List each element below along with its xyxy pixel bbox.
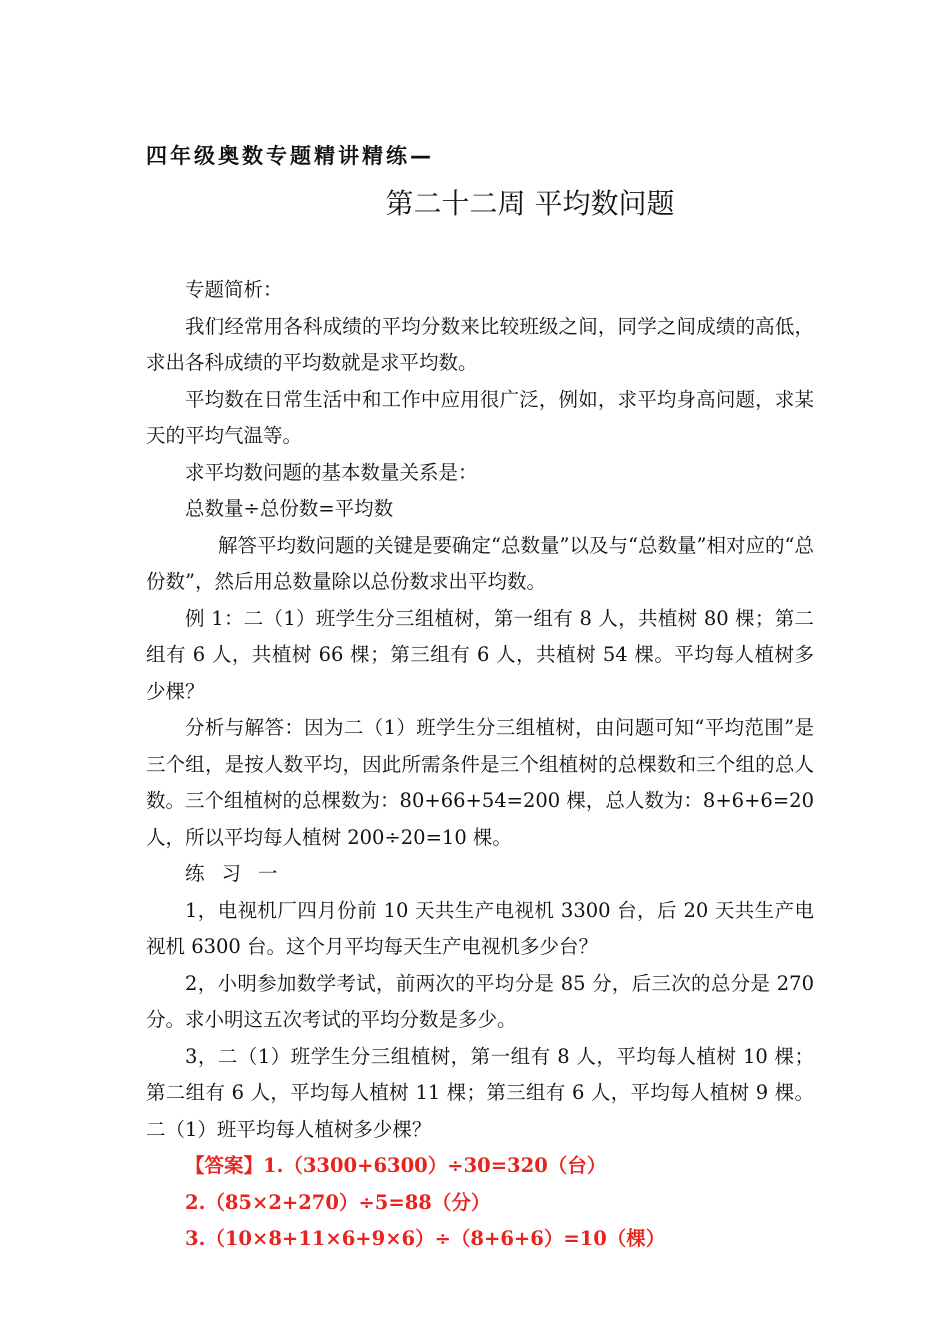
intro-paragraph-3: 求平均数问题的基本数量关系是： bbox=[185, 460, 478, 484]
intro-paragraph-1: 我们经常用各科成绩的平均分数来比较班级之间，同学之间成绩的高低，求出各科成绩的平均数就是求平均数。 bbox=[146, 314, 814, 374]
document-body bbox=[146, 272, 814, 1258]
example-1: 例 1：二（1）班学生分三组植树，第一组有 8 人，共植树 80 棵；第二组有 6 人，共植树 66 棵；第三组有 6 人，共植树 54 棵。平均每人植树多少棵？ bbox=[146, 606, 814, 703]
formula: 总数量÷总份数=平均数 bbox=[185, 497, 394, 520]
practice-question-1: 1，电视机厂四月份前 10 天共生产电视机 3300 台，后 20 天共生产电视机 6300 台。这个月平均每天生产电视机多少台？ bbox=[146, 898, 814, 958]
section-label: 专题简析： bbox=[185, 278, 283, 301]
intro-paragraph-4: 解答平均数问题的关键是要确定“总数量”以及与“总数量”相对应的“总份数”，然后用总数量除以总份数求出平均数。 bbox=[146, 533, 814, 593]
page-title: 第二十二周 平均数问题 bbox=[385, 187, 675, 220]
answer-3: 3.（10×8+11×6+9×6）÷（8+6+6）=10（棵） bbox=[185, 1227, 666, 1250]
answer-2: 2.（85×2+270）÷5=88（分） bbox=[185, 1190, 491, 1214]
intro-paragraph-2: 平均数在日常生活中和工作中应用很广泛，例如，求平均身高问题，求某天的平均气温等。 bbox=[146, 387, 814, 447]
practice-heading: 练习一 bbox=[185, 862, 295, 885]
answer-1: 【答案】1.（3300+6300）÷30=320（台） bbox=[185, 1154, 607, 1177]
practice-question-3: 3，二（1）班学生分三组植树，第一组有 8 人，平均每人植树 10 棵；第二组有 6 人，平均每人植树 11 棵；第三组有 6 人，平均每人植树 9 棵。二（1）班平均每人植树多少棵？ bbox=[146, 1044, 814, 1141]
series-title: 四年级奥数专题精讲精练— bbox=[146, 144, 434, 168]
example-1-analysis: 分析与解答：因为二（1）班学生分三组植树，由问题可知“平均范围”是三个组，是按人数平均，因此所需条件是三个组植树的总棵数和三个组的总人数。三个组植树的总棵数为：80+66+54=200 棵，总人数为：8+6+6=20 人，所以平均每人植树 200÷20=10 棵。 bbox=[146, 716, 814, 849]
practice-question-2: 2，小明参加数学考试，前两次的平均分是 85 分，后三次的总分是 270 分。求小明这五次考试的平均分数是多少。 bbox=[146, 971, 814, 1031]
